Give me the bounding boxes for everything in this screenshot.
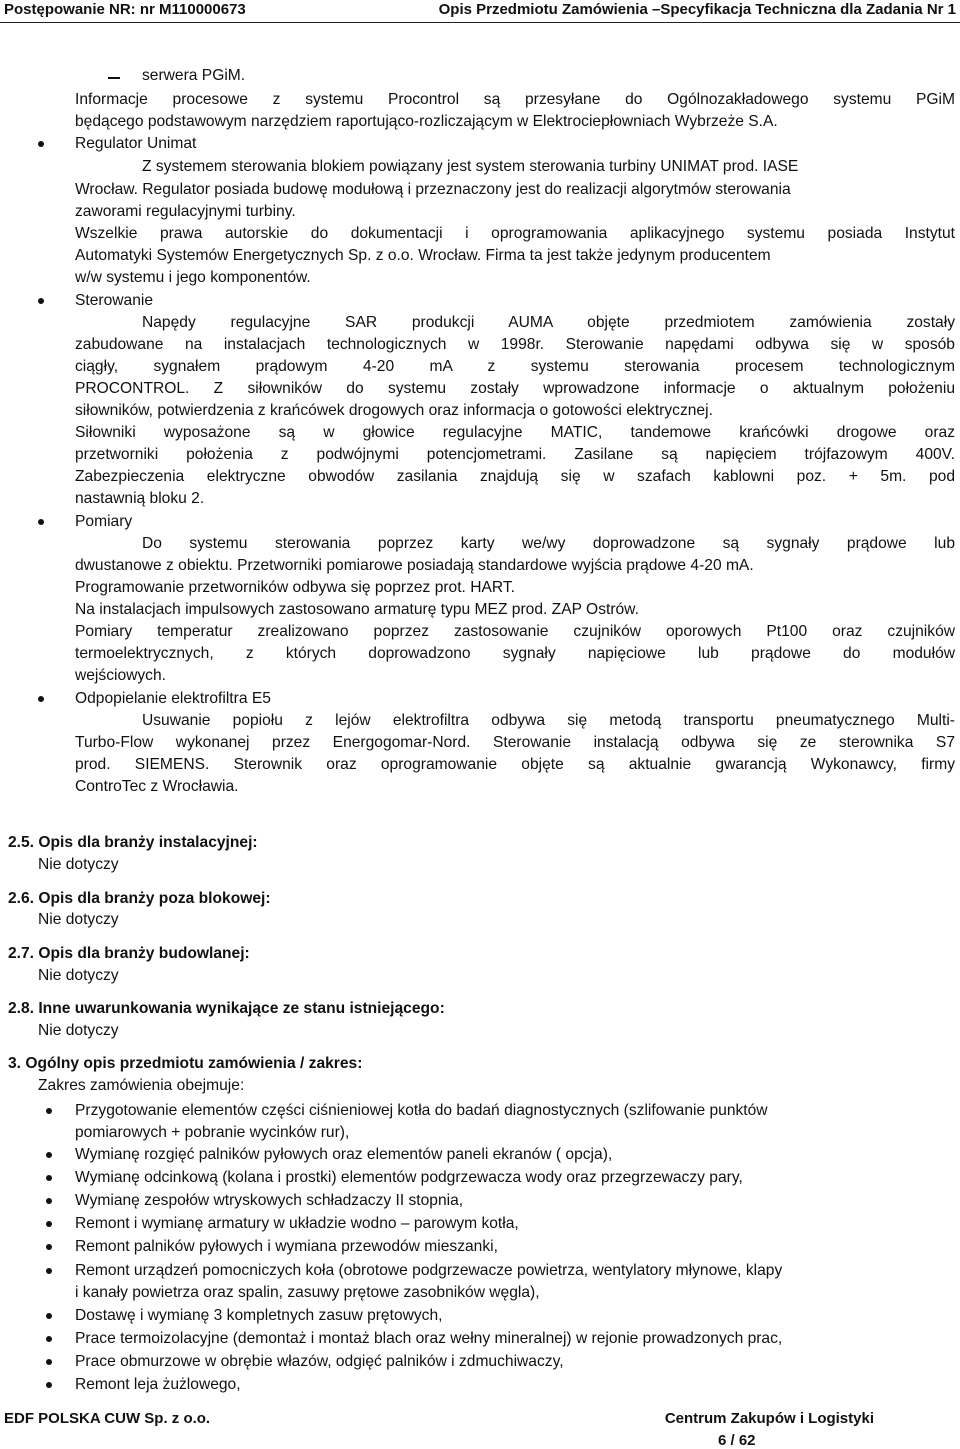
bullet-icon [38,519,44,525]
sterowanie-line-1: Napędy regulacyjne SAR produkcji AUMA objęte przedmiotem zamówienia zostały [142,314,955,331]
dash-bullet-icon [108,77,120,79]
sterowanie-heading: Sterowanie [75,292,154,309]
section-2-6-title: 2.6. Opis dla branży poza blokowej: [8,890,271,907]
scope-item-1: Przygotowanie elementów części ciśnieniowej kotła do badań diagnostycznych (szlifowanie punktów [75,1102,768,1119]
regulator-line-5: Automatyki Systemów Energetycznych Sp. z o.o. Wrocław. Firma ta jest także jedynym producentem [75,247,771,264]
pomiary-line-4: Na instalacjach impulsowych zastosowano armaturę typu MEZ prod. ZAP Ostrów. [75,601,639,618]
bullet-icon [46,1108,52,1114]
scope-item-7-cont: i kanały powietrza oraz spalin, zasuwy prętowe zasobników węgla), [75,1284,540,1301]
scope-item-1-cont: pomiarowych + pobranie wycinków rur), [75,1124,350,1141]
pomiary-heading: Pomiary [75,513,133,530]
regulator-heading: Regulator Unimat [75,135,197,152]
regulator-line-2: Wrocław. Regulator posiada budowę modułową i przeznaczony jest do realizacji algorytmów sterowania [75,181,791,198]
bullet-icon [46,1382,52,1388]
scope-item-8: Dostawę i wymianę 3 kompletnych zasuw prętowych, [75,1307,443,1324]
bullet-icon [46,1313,52,1319]
odpopielanie-line-4: ControTec z Wrocławia. [75,778,239,795]
info-line-2: będącego podstawowym narzędziem raportująco-rozliczającym w Elektrociepłowniach Wybrzeże S.A. [75,113,778,130]
odpopielanie-line-3: prod. SIEMENS. Sterownik oraz oprogramowanie objęte są aktualnie gwarancją Wykonawcy, firmy [75,756,955,773]
bullet-icon [46,1336,52,1342]
odpopielanie-line-2: Turbo-Flow wykonanej przez Energogomar-Nord. Sterowanie instalacją odbywa się ze sterownika S7 [75,734,955,751]
bullet-icon [38,141,44,147]
bullet-icon [46,1198,52,1204]
pomiary-line-6: termoelektrycznych, z których doprowadzono sygnały napięciowe lub prądowe do modułów [75,645,955,662]
section-2-6-value: Nie dotyczy [38,911,119,928]
section-3-title: 3. Ogólny opis przedmiotu zamówienia / zakres: [8,1055,363,1072]
regulator-line-3: zaworami regulacyjnymi turbiny. [75,203,296,220]
header-tender-number: Postępowanie NR: nr M110000673 [4,1,246,18]
sterowanie-line-5: siłowników, potwierdzenia z krańcówek drogowych oraz informacja o gotowości elektrycznej. [75,402,713,419]
regulator-line-6: w/w systemu i jego komponentów. [75,269,311,286]
pomiary-line-1: Do systemu sterowania poprzez karty we/wy doprowadzone są sygnały prądowe lub [142,535,955,552]
info-line-1: Informacje procesowe z systemu Procontrol są przesyłane do Ogólnozakładowego systemu PGiM [75,91,955,108]
sterowanie-line-6: Siłowniki wyposażone są w głowice regulacyjne MATIC, tandemowe krańcówki drogowe oraz [75,424,955,441]
sterowanie-line-8: Zabezpieczenia elektryczne obwodów zasilania znajdują się w szafach kablowni poz. + 5m. pod [75,468,955,485]
pomiary-line-3: Programowanie przetworników odbywa się poprzez prot. HART. [75,579,515,596]
scope-item-5: Remont i wymianę armatury w układzie wodno – parowym kotła, [75,1215,519,1232]
bullet-icon [46,1221,52,1227]
odpopielanie-heading: Odpopielanie elektrofiltra E5 [75,690,271,707]
section-3-intro: Zakres zamówienia obejmuje: [38,1077,245,1094]
scope-item-4: Wymianę zespołów wtryskowych schładzaczy II stopnia, [75,1192,464,1209]
bullet-icon [46,1244,52,1250]
regulator-line-1: Z systemem sterowania blokiem powiązany jest system sterowania turbiny UNIMAT prod. IASE [142,158,799,175]
scope-item-11: Remont leja żużlowego, [75,1376,241,1393]
page-number: 6 / 62 [718,1432,756,1449]
footer-department: Centrum Zakupów i Logistyki [664,1410,874,1427]
sterowanie-line-4: PROCONTROL. Z siłowników do systemu zostały wprowadzone informacje o aktualnym położeniu [75,380,955,397]
bullet-icon [46,1152,52,1158]
dash-item-text: serwera PGiM. [142,67,246,84]
bullet-icon [46,1359,52,1365]
page-header [0,0,960,23]
pomiary-line-7: wejściowych. [75,667,166,684]
regulator-line-4: Wszelkie prawa autorskie do dokumentacji i oprogramowania aplikacyjnego systemu posiada Instytut [75,225,955,242]
section-2-5-value: Nie dotyczy [38,856,119,873]
pomiary-line-5: Pomiary temperatur zrealizowano poprzez zastosowanie czujników oporowych Pt100 oraz czujników [75,623,955,640]
odpopielanie-line-1: Usuwanie popiołu z lejów elektrofiltra odbywa się metodą transportu pneumatycznego Multi- [142,712,955,729]
scope-item-6: Remont palników pyłowych i wymiana przewodów mieszanki, [75,1238,498,1255]
scope-item-9: Prace termoizolacyjne (demontaż i montaż blach oraz wełny mineralnej) w rejonie prowadzonych prac, [75,1330,783,1347]
scope-item-7: Remont urządzeń pomocniczych koła (obrotowe podgrzewacze powietrza, wentylatory młynowe, klapy [75,1262,783,1279]
section-2-7-title: 2.7. Opis dla branży budowlanej: [8,945,250,962]
footer-company: EDF POLSKA CUW Sp. z o.o. [4,1410,211,1427]
header-document-title: Opis Przedmiotu Zamówienia –Specyfikacja Techniczna dla Zadania Nr 1 [438,1,956,18]
sterowanie-line-2: zabudowane na instalacjach technologicznych w 1998r. Sterowanie napędami odbywa się w sposób [75,336,955,353]
scope-item-10: Prace obmurzowe w obrębie włazów, odgięć palników i zdmuchiwaczy, [75,1353,564,1370]
section-2-8-title: 2.8. Inne uwarunkowania wynikające ze stanu istniejącego: [8,1000,445,1017]
sterowanie-line-9: nastawnią bloku 2. [75,490,205,507]
pomiary-line-2: dwustanowe z obiektu. Przetworniki pomiarowe posiadają standardowe wyjścia prądowe 4-20 mA. [75,557,754,574]
bullet-icon [38,696,44,702]
sterowanie-line-7: przetworniki położenia z podwójnymi potencjometrami. Zasilane są napięciem trójfazowym 400V. [75,446,955,463]
section-2-7-value: Nie dotyczy [38,967,119,984]
bullet-icon [46,1175,52,1181]
sterowanie-line-3: ciągły, sygnałem prądowym 4-20 mA z systemu sterowania procesem technologicznym [75,358,955,375]
scope-item-3: Wymianę odcinkową (kolana i prostki) elementów podgrzewacza wody oraz przegrzewaczy pary, [75,1169,743,1186]
bullet-icon [46,1268,52,1274]
bullet-icon [38,298,44,304]
scope-item-2: Wymianę rozgięć palników pyłowych oraz elementów paneli ekranów ( opcja), [75,1146,613,1163]
section-2-8-value: Nie dotyczy [38,1022,119,1039]
section-2-5-title: 2.5. Opis dla branży instalacyjnej: [8,834,258,851]
